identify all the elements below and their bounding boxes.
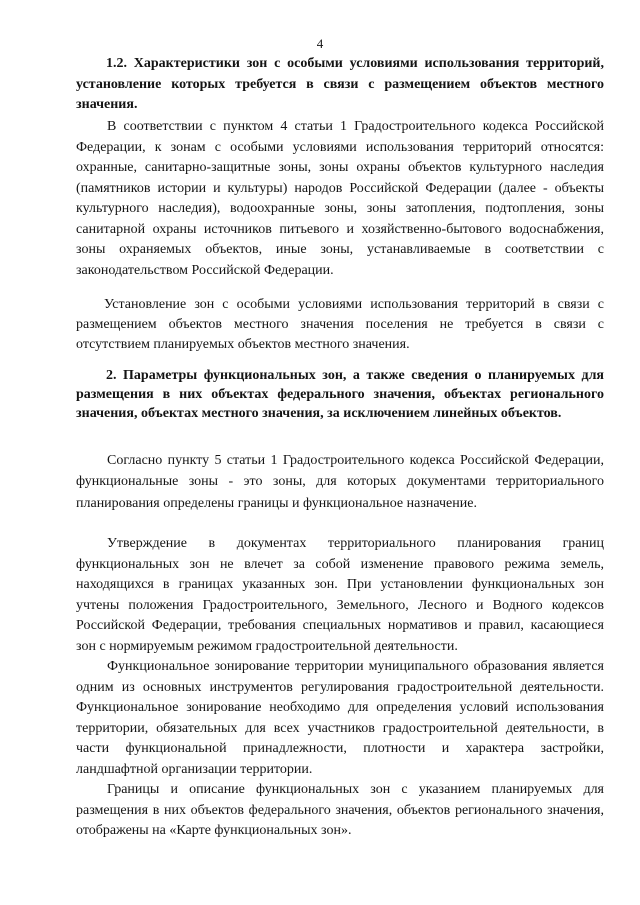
- paragraph: Согласно пункту 5 статьи 1 Градостроительного кодекса Российской Федерации, функциональные зоны - это зоны, для которых документами территориального планирования определены границы и функциональное назначение.: [76, 453, 604, 511]
- paragraph: В соответствии с пунктом 4 статьи 1 Градостроительного кодекса Российской Федерации, к зонам с особыми условиями использования территорий относятся: охранные, санитарно-защитные зоны, зоны охраны объектов культурного наследия (памятников истории и культуры) народов Российской Федерации (далее - объекты культурного наследия), водоохранные зоны, зоны затопления, подтопления, зоны санитарной охраны источников питьевого и хозяйственно-бытового водоснабжения, зоны охраняемых объектов, иные зоны, устанавливаемые в соответствии с законодательством Российской Федерации.: [76, 119, 604, 278]
- paragraph: Установление зон с особыми условиями использования территорий в связи с размещением объектов местного значения поселения не требуется в связи с отсутствием планируемых объектов местного значения.: [76, 297, 604, 353]
- paragraph: Функциональное зонирование территории муниципального образования является одним из основных инструментов регулирования градостроительной деятельности. Функциональное зонирование необходимо для определения условий использования территории, обязательных для всех участников градостроительной деятельности, в части функциональной принадлежности, плотности и характера застройки, ландшафтной организации территории.: [76, 659, 604, 777]
- paragraph: Утверждение в документах территориального планирования границ функциональных зон не влечет за собой изменение правового режима земель, находящихся в границах указанных зон. При установлении функциональных зон учтены положения Градостроительного, Земельного, Лесного и Водного кодексов Российской Федерации, требования специальных нормативов и правил, касающиеся зон с нормируемым режимом градостроительной деятельности.: [76, 536, 604, 654]
- paragraph: Границы и описание функциональных зон с указанием планируемых для размещения в них объектов федерального значения, объектов регионального значения, отображены на «Карте функциональных зон».: [76, 782, 604, 839]
- section-heading-1-2: 1.2. Характеристики зон с особыми условиями использования территорий, установление которых требуется в связи с размещением объектов местного значения.: [76, 56, 604, 113]
- page-number: 4: [316, 36, 324, 51]
- section-heading-2: 2. Параметры функциональных зон, а также сведения о планируемых для размещения в них объектах федерального значения, объектах регионального значения, объектах местного значения, за исключением линейных объектов.: [76, 368, 604, 422]
